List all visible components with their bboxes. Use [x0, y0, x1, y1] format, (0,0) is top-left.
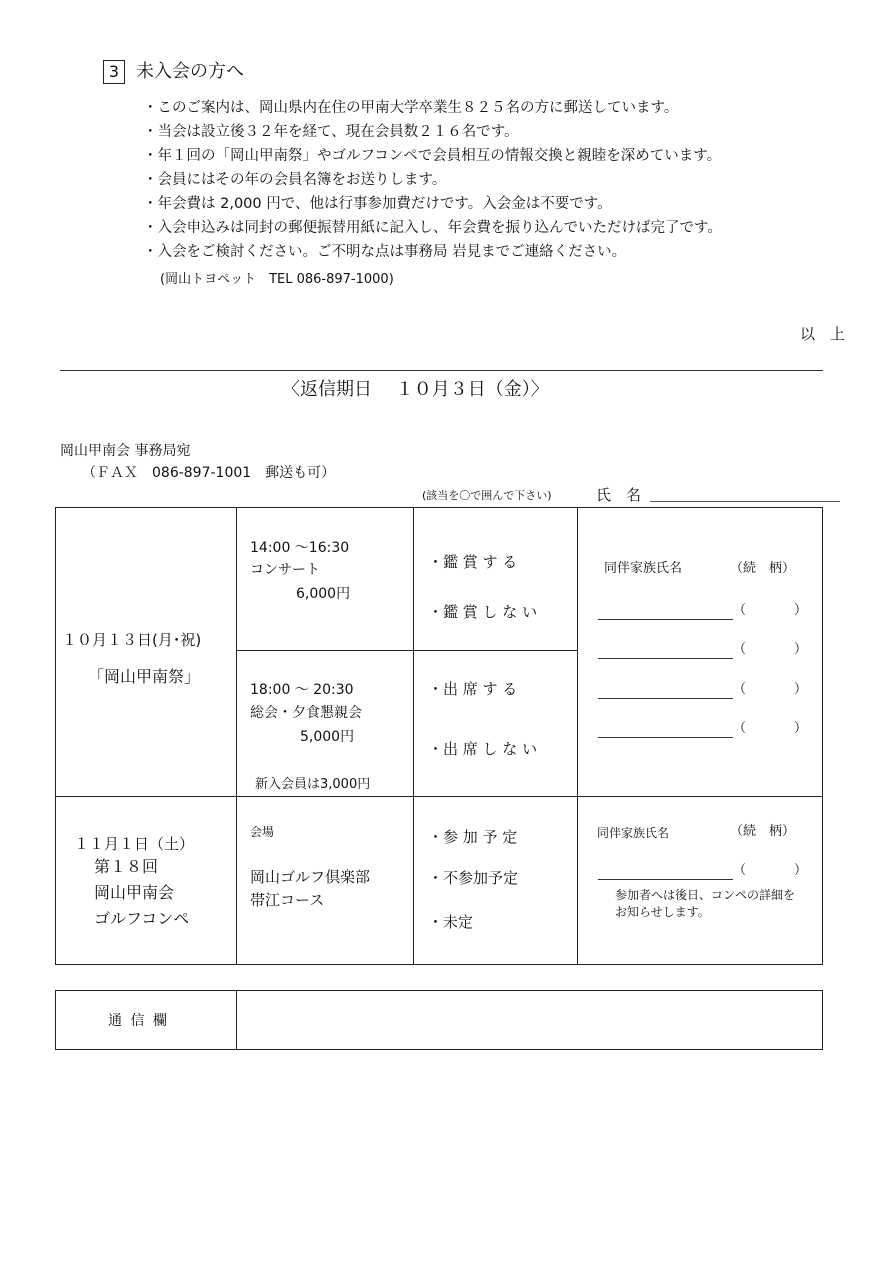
communication-box — [55, 990, 823, 1050]
event1-family-label: 同伴家族氏名 — [604, 561, 683, 576]
dinner-opt-decline[interactable]: ・出 席 し な い — [428, 740, 538, 758]
venue-name-1: 岡山ゴルフ倶楽部 — [250, 868, 371, 886]
concert-fee: 6,000円 — [296, 586, 351, 602]
circle-instruction: (該当を〇で囲んで下さい) — [422, 489, 552, 502]
bullet-3: ・年１回の「岡山甲南祭」やゴルフコンペで会員相互の情報交換と親睦を深めています。 — [143, 148, 722, 164]
closing: 以 上 — [800, 325, 846, 343]
golf-family-row[interactable]: （ ） — [598, 862, 807, 880]
golf-note-2: お知らせします。 — [615, 905, 710, 919]
contact-info: (岡山トヨペット TEL 086-897-1000) — [160, 272, 394, 287]
family-row-2[interactable]: （ ） — [598, 641, 807, 659]
divider — [60, 370, 823, 371]
dinner-label: 総会・夕食懇親会 — [250, 705, 362, 721]
event1-name: 「岡山甲南祭」 — [88, 667, 201, 686]
family-row-1[interactable]: （ ） — [598, 602, 807, 620]
event2-date: １１月１日（土） — [74, 835, 195, 853]
reply-table — [55, 507, 823, 965]
golf-opt-undecided[interactable]: ・未定 — [428, 913, 474, 931]
dinner-opt-attend[interactable]: ・出 席 す る — [428, 680, 518, 698]
bullet-4: ・会員にはその年の会員名簿をお送りします。 — [143, 172, 447, 188]
event2-relation-label: （続 柄） — [730, 824, 796, 839]
event1-date: １０月１３日(月･祝) — [62, 631, 202, 649]
bullet-6: ・入会申込みは同封の郵便振替用紙に記入し、年会費を振り込んでいただけば完了です。 — [143, 220, 722, 236]
venue-label: 会場 — [250, 825, 275, 839]
event2-family-label: 同伴家族氏名 — [597, 826, 670, 840]
family-row-3[interactable]: （ ） — [598, 681, 807, 699]
venue-name-2: 帯江コース — [250, 891, 325, 909]
dinner-fee: 5,000円 — [300, 729, 355, 745]
recipient: 岡山甲南会 事務局宛 — [60, 443, 191, 459]
golf-note-1: 参加者へは後日、コンペの詳細を — [615, 888, 796, 902]
bullet-5: ・年会費は 2,000 円で、他は行事参加費だけです。入会金は不要です。 — [143, 196, 612, 212]
reply-deadline: 〈返信期日 １０月３日（金）〉 — [282, 379, 549, 400]
event1-relation-label: （続 柄） — [730, 561, 796, 576]
golf-opt-decline[interactable]: ・不参加予定 — [428, 869, 519, 887]
bullet-1: ・このご案内は、岡山県内在住の甲南大学卒業生８２５名の方に郵送しています。 — [143, 100, 679, 116]
dinner-new-member-fee: 新入会員は3,000円 — [255, 777, 371, 792]
fax-info: （ＦＡＸ 086-897-1001 郵送も可） — [82, 465, 336, 481]
event2-name-1: 第１８回 — [94, 857, 159, 876]
concert-opt-decline[interactable]: ・鑑 賞 し な い — [428, 603, 538, 621]
concert-time: 14:00 〜16:30 — [250, 540, 350, 556]
concert-label: コンサート — [250, 562, 320, 578]
bullet-7: ・入会をご検討ください。ご不明な点は事務局 岩見までご連絡ください。 — [143, 244, 627, 260]
section-number: 3 — [103, 60, 125, 84]
event2-name-2: 岡山甲南会 — [94, 883, 175, 902]
name-label: 氏 名 — [596, 486, 642, 504]
section-title: 未入会の方へ — [136, 61, 244, 82]
dinner-time: 18:00 〜 20:30 — [250, 682, 354, 698]
event2-name-3: ゴルフコンペ — [94, 909, 190, 928]
bullet-2: ・当会は設立後３２年を経て、現在会員数２１６名です。 — [143, 124, 519, 140]
name-field[interactable] — [650, 501, 840, 502]
communication-field[interactable] — [238, 991, 822, 1049]
golf-opt-attend[interactable]: ・参 加 予 定 — [428, 828, 518, 846]
family-row-4[interactable]: （ ） — [598, 720, 807, 738]
concert-opt-attend[interactable]: ・鑑 賞 す る — [428, 553, 518, 571]
communication-label: 通 信 欄 — [108, 1013, 169, 1029]
